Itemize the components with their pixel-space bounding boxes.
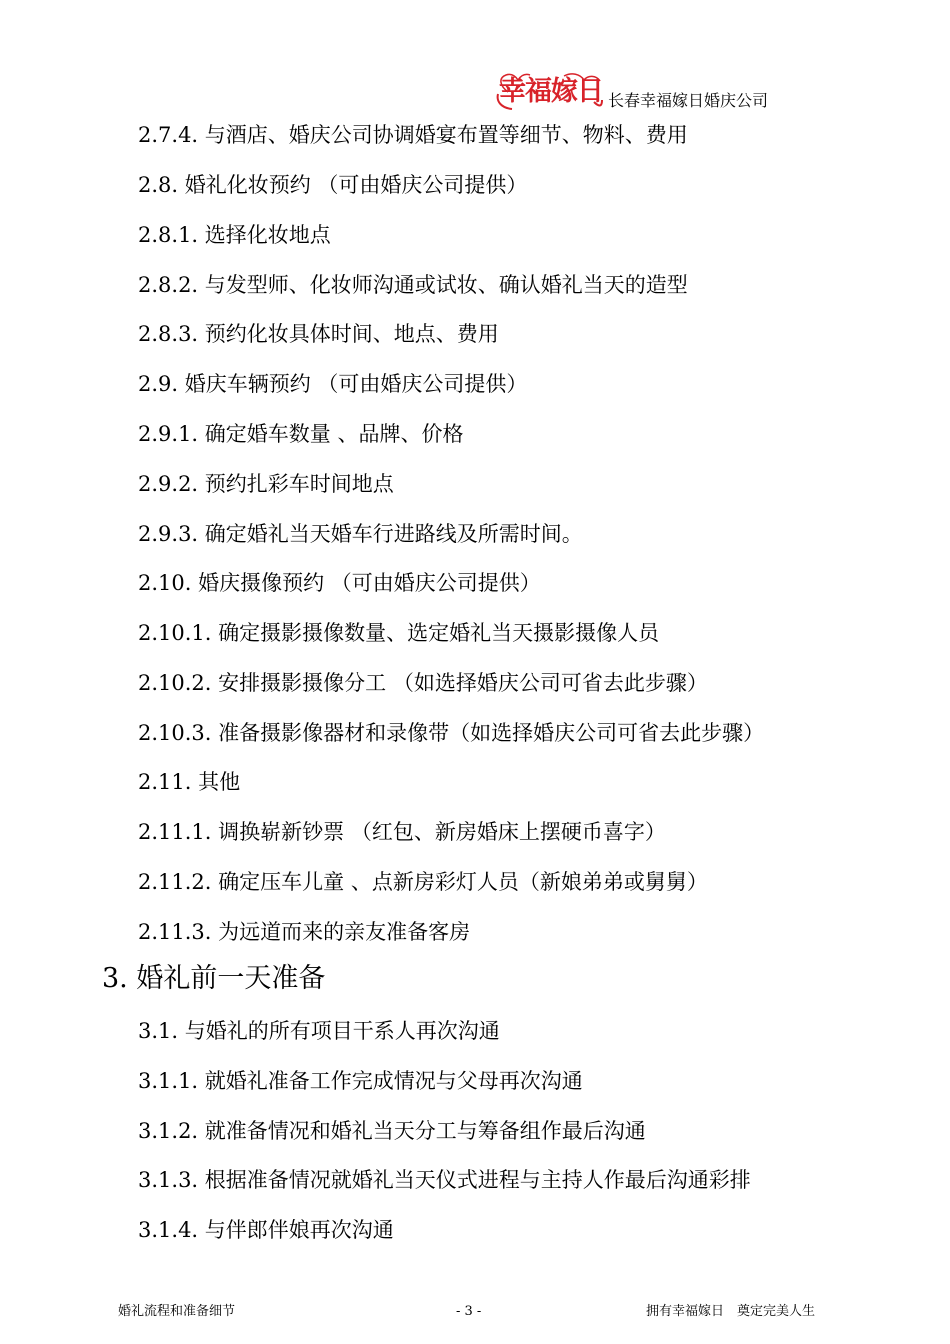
outline-item-2-11-2: 2.11.2. 确定压车儿童 、点新房彩灯人员（新娘弟弟或舅舅） bbox=[138, 870, 708, 894]
company-name: 长春幸福嫁日婚庆公司 bbox=[608, 90, 769, 110]
outline-item-3-1-4: 3.1.4. 与伴郎伴娘再次沟通 bbox=[138, 1218, 394, 1242]
outline-item-3-1-1: 3.1.1. 就婚礼准备工作完成情况与父母再次沟通 bbox=[138, 1069, 583, 1093]
outline-item-2-8: 2.8. 婚礼化妆预约 （可由婚庆公司提供） bbox=[138, 173, 528, 197]
outline-item-3-1: 3.1. 与婚礼的所有项目干系人再次沟通 bbox=[138, 1019, 500, 1043]
outline-item-2-7-4: 2.7.4. 与酒店、婚庆公司协调婚宴布置等细节、物料、费用 bbox=[138, 123, 688, 147]
outline-item-3-1-3: 3.1.3. 根据准备情况就婚礼当天仪式进程与主持人作最后沟通彩排 bbox=[138, 1168, 751, 1192]
footer-slogan: 拥有幸福嫁日 奠定完美人生 bbox=[646, 1304, 816, 1319]
footer-page-number: - 3 - bbox=[456, 1304, 482, 1319]
outline-item-2-11-1: 2.11.1. 调换崭新钞票 （红包、新房婚床上摆硬币喜字） bbox=[138, 820, 666, 844]
outline-item-3-1-2: 3.1.2. 就准备情况和婚礼当天分工与筹备组作最后沟通 bbox=[138, 1119, 646, 1143]
page-header bbox=[494, 72, 768, 112]
company-logo bbox=[494, 72, 604, 112]
outline-item-2-8-2: 2.8.2. 与发型师、化妆师沟通或试妆、确认婚礼当天的造型 bbox=[138, 273, 688, 297]
section-heading-3: 3. 婚礼前一天准备 bbox=[102, 963, 326, 994]
outline-item-2-10-2: 2.10.2. 安排摄影摄像分工 （如选择婚庆公司可省去此步骤） bbox=[138, 671, 708, 695]
outline-item-2-9-2: 2.9.2. 预约扎彩车时间地点 bbox=[138, 472, 394, 496]
footer-doc-title: 婚礼流程和准备细节 bbox=[118, 1304, 236, 1319]
outline-item-2-9-1: 2.9.1. 确定婚车数量 、品牌、价格 bbox=[138, 422, 464, 446]
outline-item-2-8-1: 2.8.1. 选择化妆地点 bbox=[138, 223, 331, 247]
outline-item-2-10-3: 2.10.3. 准备摄影像器材和录像带（如选择婚庆公司可省去此步骤） bbox=[138, 721, 765, 745]
outline-item-2-11: 2.11. 其他 bbox=[138, 770, 241, 794]
outline-item-2-9-3: 2.9.3. 确定婚礼当天婚车行进路线及所需时间。 bbox=[138, 522, 583, 546]
outline-item-2-11-3: 2.11.3. 为远道而来的亲友准备客房 bbox=[138, 920, 471, 944]
outline-item-2-10-1: 2.10.1. 确定摄影摄像数量、选定婚礼当天摄影摄像人员 bbox=[138, 621, 660, 645]
logo-text: 幸福嫁日 bbox=[499, 76, 603, 107]
outline-item-2-9: 2.9. 婚庆车辆预约 （可由婚庆公司提供） bbox=[138, 372, 528, 396]
outline-item-2-8-3: 2.8.3. 预约化妆具体时间、地点、费用 bbox=[138, 322, 499, 346]
outline-item-2-10: 2.10. 婚庆摄像预约 （可由婚庆公司提供） bbox=[138, 571, 541, 595]
